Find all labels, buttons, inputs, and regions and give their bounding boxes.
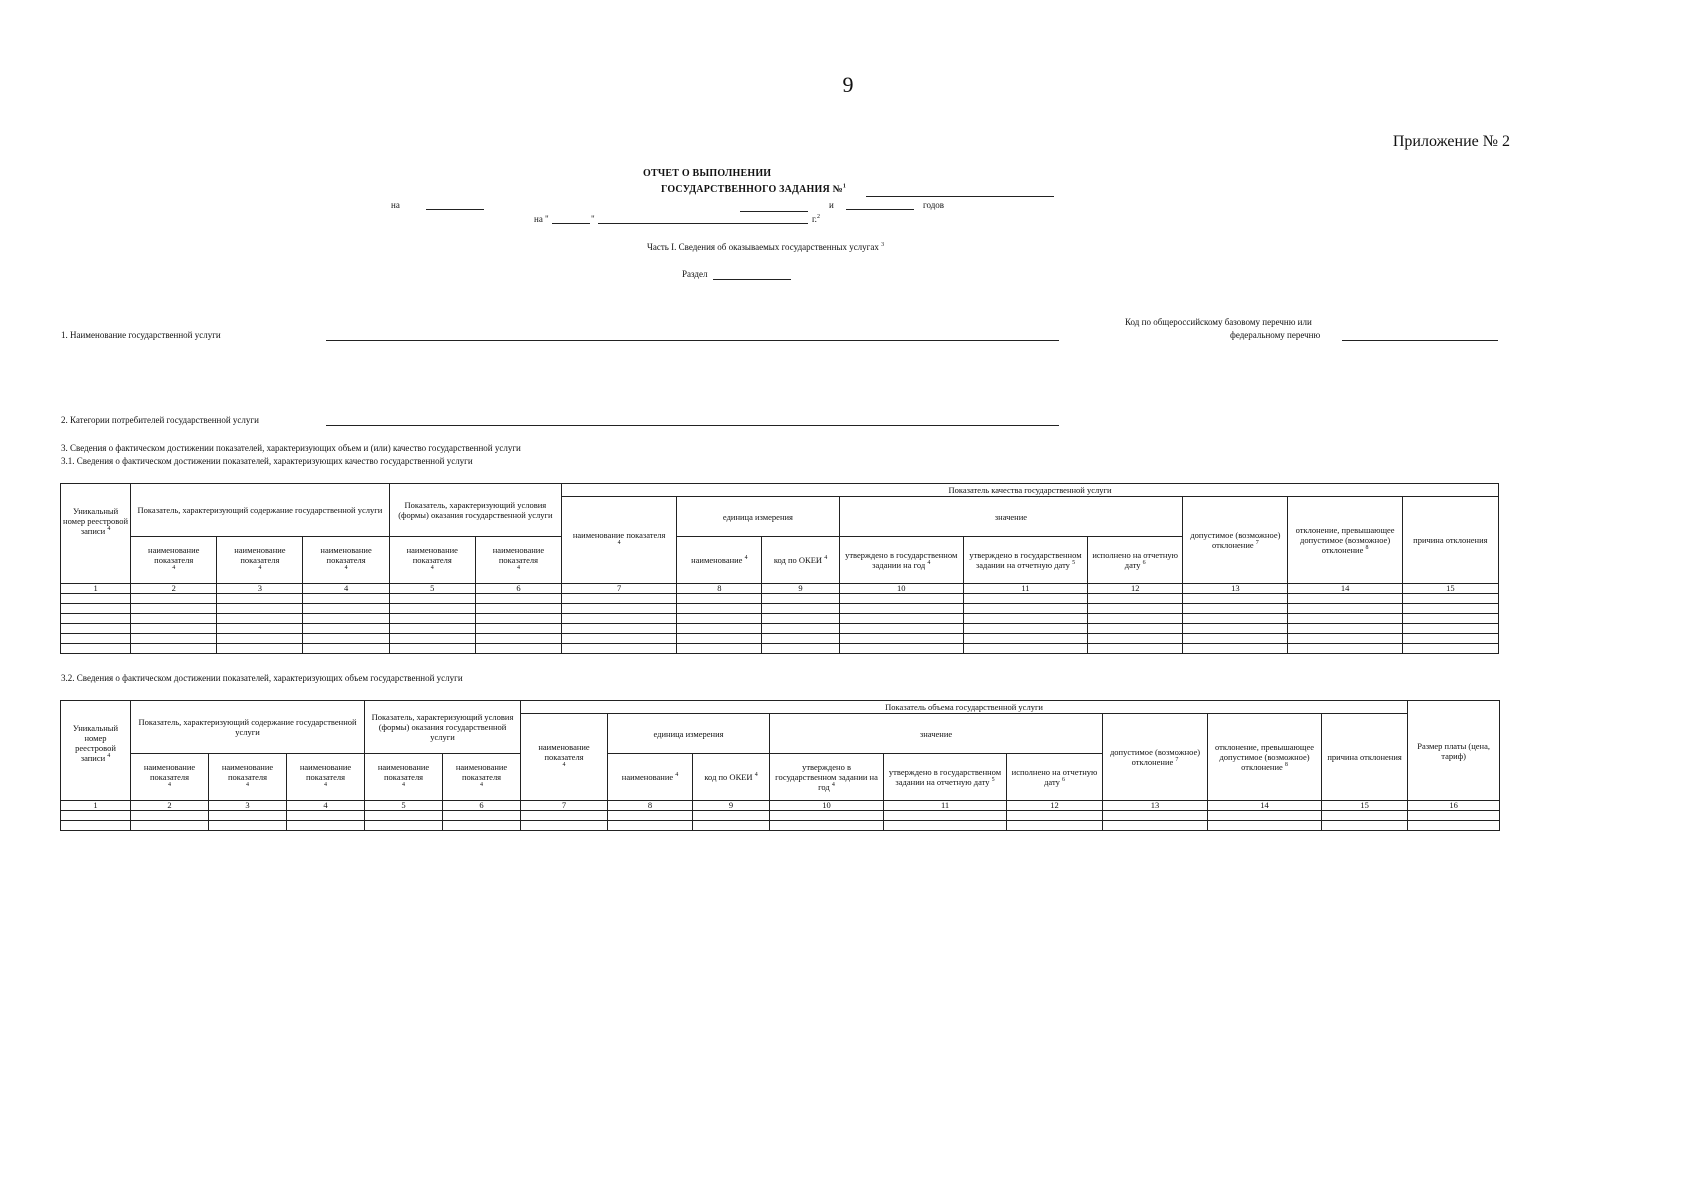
- year-line-3: [846, 209, 914, 210]
- col-num: 13: [1183, 584, 1288, 594]
- col-num: 16: [1408, 801, 1500, 811]
- page-number: 9: [842, 72, 854, 97]
- col-value: значение: [839, 497, 1183, 537]
- section-line: [713, 279, 791, 280]
- col-num: 5: [365, 801, 443, 811]
- report-title-line1: ОТЧЕТ О ВЫПОЛНЕНИИ: [643, 168, 772, 179]
- category-line: [326, 425, 1059, 426]
- col-deviation-reason: причина отклонения: [1322, 714, 1408, 801]
- code-line: [1342, 340, 1498, 341]
- col-approved-year: утверждено в государственном задании на год $^4$: [770, 754, 884, 801]
- col-approved-date: утверждено в государственном задании на отчетную дату $^5$: [963, 537, 1087, 584]
- label-i: и: [829, 200, 834, 210]
- col-deviation-reason: причина отклонения: [1402, 497, 1498, 584]
- col-indicator-name: наименование показателя $^4$: [562, 497, 677, 584]
- col-value: значение: [770, 714, 1103, 754]
- part-heading: Часть I. Сведения об оказываемых государственных услугах $^3$: [647, 242, 885, 252]
- col-content-indicator: Показатель, характеризующий содержание государственной услуги: [131, 701, 365, 754]
- label-g: г.$^2$: [812, 214, 820, 224]
- col-num: 7: [562, 584, 677, 594]
- section-3-1-heading: 3.1. Сведения о фактическом достижении показателей, характеризующих качество государственной услуги: [61, 456, 473, 466]
- table-row: [61, 644, 1499, 654]
- table-row: [61, 624, 1499, 634]
- col-num: 10: [770, 801, 884, 811]
- col-approved-year: утверждено в государственном задании на год $^4$: [839, 537, 963, 584]
- col-num: 1: [61, 584, 131, 594]
- col-num: 5: [389, 584, 475, 594]
- label-godov: годов: [923, 200, 945, 210]
- col-content-indicator: Показатель, характеризующий содержание государственной услуги: [131, 484, 390, 537]
- table-row: [61, 614, 1499, 624]
- col-unit-name: наименование $^4$: [677, 537, 762, 584]
- col-condition-name-2: наименование показателя $^4$: [443, 754, 521, 801]
- code-label-1: Код по общероссийскому базовому перечню или: [1125, 317, 1312, 327]
- service-name-line: [326, 340, 1059, 341]
- label-na: на: [391, 200, 400, 210]
- col-allowed-deviation: допустимое (возможное) отклонение $^7$: [1103, 714, 1208, 801]
- table-row: [61, 821, 1500, 831]
- section-3-heading: 3. Сведения о фактическом достижении показателей, характеризующих объем и (или) качество государственной услуги: [61, 443, 521, 453]
- col-num: 4: [287, 801, 365, 811]
- col-content-name-3: наименование показателя $^4$: [303, 537, 389, 584]
- col-approved-date: утверждено в государственном задании на отчетную дату $^5$: [884, 754, 1007, 801]
- col-indicator-name: наименование показателя $^4$: [521, 714, 608, 801]
- table-row: [61, 604, 1499, 614]
- col-num: 6: [443, 801, 521, 811]
- service-name-label: 1. Наименование государственной услуги: [61, 330, 221, 340]
- year-line-2: [740, 211, 808, 212]
- table-row: [61, 634, 1499, 644]
- col-num: 2: [131, 801, 209, 811]
- col-conditions-indicator: Показатель, характеризующий условия (формы) оказания государственной услуги: [389, 484, 561, 537]
- label-quote: ": [591, 214, 595, 224]
- col-unit-name: наименование $^4$: [608, 754, 693, 801]
- col-num: 14: [1208, 801, 1322, 811]
- col-num: 11: [963, 584, 1087, 594]
- col-num: 2: [131, 584, 217, 594]
- col-fee: Размер платы (цена, тариф): [1408, 701, 1500, 801]
- section-3-2-heading: 3.2. Сведения о фактическом достижении показателей, характеризующих объем государственной услуги: [61, 673, 463, 683]
- col-num: 9: [762, 584, 839, 594]
- col-num: 10: [839, 584, 963, 594]
- col-num: 8: [608, 801, 693, 811]
- col-volume-indicator: Показатель объема государственной услуги: [521, 701, 1408, 714]
- date-day-line: [552, 223, 590, 224]
- year-line-1: [426, 209, 484, 210]
- category-label: 2. Категории потребителей государственной услуги: [61, 415, 259, 425]
- col-okei-code: код по ОКЕИ $^4$: [693, 754, 770, 801]
- col-content-name-2: наименование показателя $^4$: [217, 537, 303, 584]
- col-num: 12: [1088, 584, 1183, 594]
- col-content-name-3: наименование показателя $^4$: [287, 754, 365, 801]
- table-row: [61, 594, 1499, 604]
- report-title-line2: ГОСУДАРСТВЕННОГО ЗАДАНИЯ №$^1$: [661, 183, 847, 195]
- col-num: 9: [693, 801, 770, 811]
- col-num: 12: [1007, 801, 1103, 811]
- col-num: 15: [1402, 584, 1498, 594]
- col-num: 15: [1322, 801, 1408, 811]
- column-numbers-row: [61, 584, 1499, 594]
- col-unique-number: Уникальный номер реестровой записи $^4$: [61, 484, 131, 584]
- col-num: 6: [475, 584, 561, 594]
- col-allowed-deviation: допустимое (возможное) отклонение $^7$: [1183, 497, 1288, 584]
- col-num: 13: [1103, 801, 1208, 811]
- appendix-label: Приложение № 2: [1392, 133, 1510, 150]
- col-num: 8: [677, 584, 762, 594]
- col-num: 11: [884, 801, 1007, 811]
- quality-table: [60, 483, 1499, 654]
- col-quality-indicator: Показатель качества государственной услуги: [562, 484, 1499, 497]
- col-condition-name-2: наименование показателя $^4$: [475, 537, 561, 584]
- col-condition-name-1: наименование показателя $^4$: [389, 537, 475, 584]
- col-exceed-deviation: отклонение, превышающее допустимое (возможное) отклонение $^8$: [1208, 714, 1322, 801]
- col-okei-code: код по ОКЕИ $^4$: [762, 537, 839, 584]
- col-num: 1: [61, 801, 131, 811]
- table-row: [61, 811, 1500, 821]
- col-exceed-deviation: отклонение, превышающее допустимое (возможное) отклонение $^8$: [1288, 497, 1402, 584]
- volume-table: [60, 700, 1500, 831]
- col-condition-name-1: наименование показателя $^4$: [365, 754, 443, 801]
- label-na-date: на ": [534, 214, 549, 224]
- date-month-line: [598, 223, 808, 224]
- col-unit: единица измерения: [677, 497, 839, 537]
- col-num: 4: [303, 584, 389, 594]
- col-num: 3: [217, 584, 303, 594]
- col-executed: исполнено на отчетную дату $^6$: [1088, 537, 1183, 584]
- col-unique-number: Уникальный номер реестровой записи $^4$: [61, 701, 131, 801]
- col-executed: исполнено на отчетную дату $^6$: [1007, 754, 1103, 801]
- col-num: 14: [1288, 584, 1402, 594]
- col-conditions-indicator: Показатель, характеризующий условия (формы) оказания государственной услуги: [365, 701, 521, 754]
- col-content-name-2: наименование показателя $^4$: [209, 754, 287, 801]
- col-unit: единица измерения: [608, 714, 770, 754]
- col-content-name-1: наименование показателя $^4$: [131, 537, 217, 584]
- column-numbers-row: [61, 801, 1500, 811]
- section-label: Раздел: [682, 269, 708, 279]
- col-content-name-1: наименование показателя $^4$: [131, 754, 209, 801]
- code-label-2: федеральному перечню: [1230, 330, 1321, 340]
- col-num: 3: [209, 801, 287, 811]
- task-number-line: [866, 196, 1054, 197]
- col-num: 7: [521, 801, 608, 811]
